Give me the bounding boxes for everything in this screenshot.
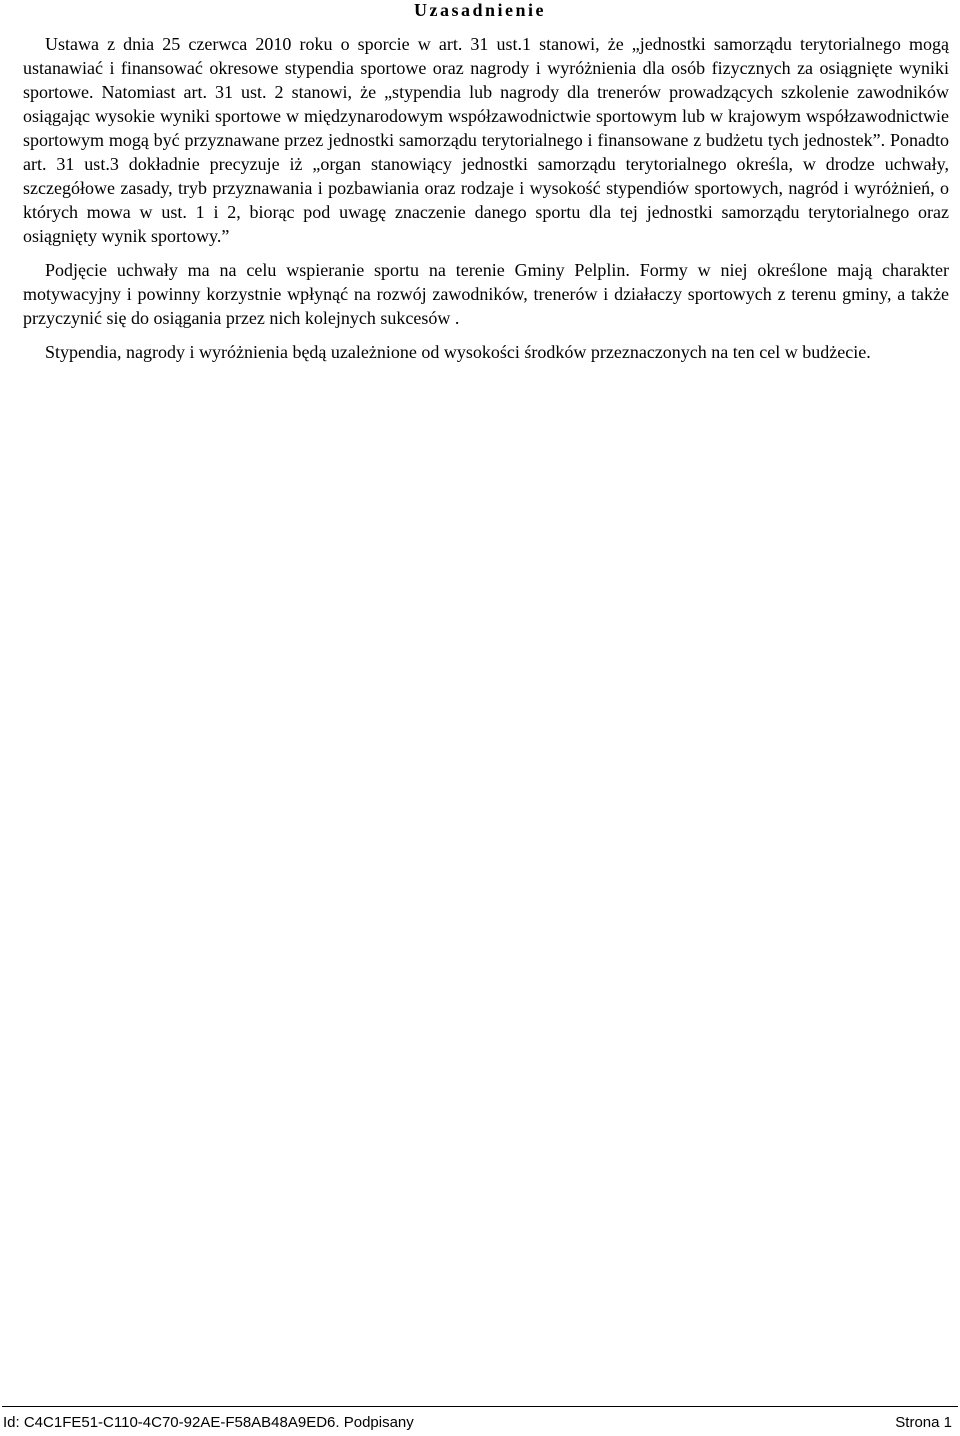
paragraph-2: Podjęcie uchwały ma na celu wspieranie sportu na terenie Gminy Pelplin. Formy w niej określone mają charakter motywacyjny i powinny korzystnie wpłynąć na rozwój zawodników, trenerów i działaczy sportowych z terenu gminy, a także przyczynić się do osiągania przez nich kolejnych sukcesów . xyxy=(23,260,949,328)
page-title: Uzasadnienie xyxy=(413,0,546,20)
page-footer xyxy=(3,1413,952,1433)
footer-divider xyxy=(2,1406,958,1407)
document-body xyxy=(23,32,949,374)
page-number: Strona 1 xyxy=(895,1414,952,1431)
paragraph-1: Ustawa z dnia 25 czerwca 2010 roku o sporcie w art. 31 ust.1 stanowi, że „jednostki samorządu terytorialnego mogą ustanawiać i finansować okresowe stypendia sportowe oraz nagrody i wyróżnienia dla osób fizycznych za osiągnięte wyniki sportowe. Natomiast art. 31 ust. 2 stanowi, że „stypendia lub nagrody dla trenerów prowadzących szkolenie zawodników osiągając wysokie wyniki sportowe w międzynarodowym współzawodnictwie sportowym lub w krajowym współzawodnictwie sportowym mogą być przyznawane przez jednostki samorządu terytorialnego i finansowane z budżetu tych jednostek”. Ponadto art. 31 ust.3 dokładnie precyzuje iż „organ stanowiący jednostki samorządu terytorialnego określa, w drodze uchwały, szczegółowe zasady, tryb przyznawania i pozbawiania oraz rodzaje i wysokość stypendiów sportowych, nagród i wyróżnień, o których mowa w ust. 1 i 2, biorąc pod uwagę znaczenie danego sportu dla tej jednostki samorządu terytorialnego oraz osiągnięty wynik sportowy.” xyxy=(23,34,949,246)
paragraph-3: Stypendia, nagrody i wyróżnienia będą uzależnione od wysokości środków przeznaczonych na ten cel w budżecie. xyxy=(45,342,871,362)
document-id: Id: C4C1FE51-C110-4C70-92AE-F58AB48A9ED6. Podpisany xyxy=(3,1414,414,1431)
